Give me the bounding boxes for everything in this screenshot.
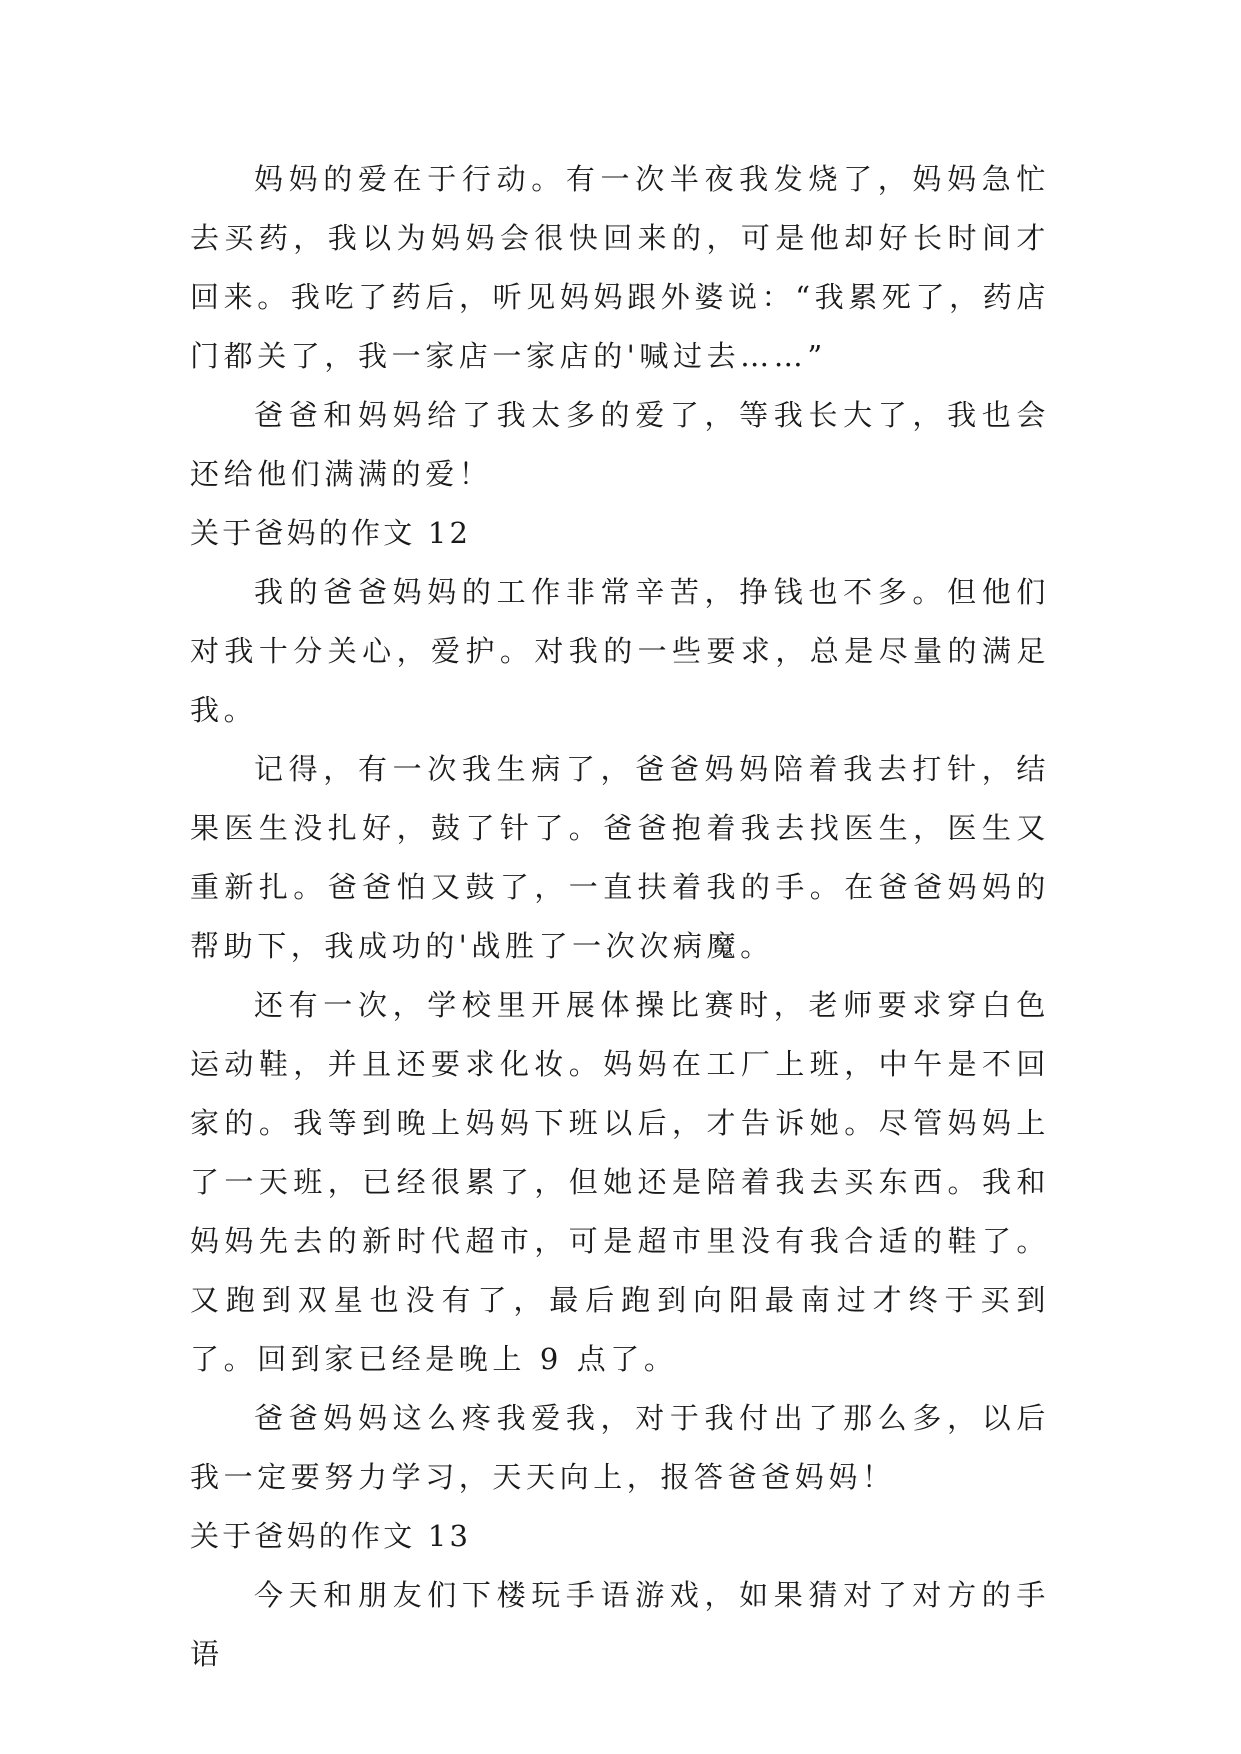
paragraph: 还有一次，学校里开展体操比赛时，老师要求穿白色运动鞋，并且还要求化妆。妈妈在工厂上班，中午是不回家的。我等到晚上妈妈下班以后，才告诉她。尽管妈妈上了一天班，已经很累了，但她还是陪着我去买东西。我和妈妈先去的新时代超市，可是超市里没有我合适的鞋了。又跑到双星也没有了，最后跑到向阳最南过才终于买到了。回到家已经是晚上 9 点了。 (190, 988, 1050, 1376)
paragraph: 记得，有一次我生病了，爸爸妈妈陪着我去打针，结果医生没扎好，鼓了针了。爸爸抱着我去找医生，医生又重新扎。爸爸怕又鼓了，一直扶着我的手。在爸爸妈妈的帮助下，我成功的'战胜了一次次病魔。 (190, 752, 1050, 963)
paragraph: 爸爸和妈妈给了我太多的爱了，等我长大了，我也会还给他们满满的爱！ (190, 398, 1050, 491)
paragraph: 爸爸妈妈这么疼我爱我，对于我付出了那么多，以后我一定要努力学习，天天向上，报答爸爸妈妈！ (190, 1401, 1050, 1494)
paragraph: 今天和朋友们下楼玩手语游戏，如果猜对了对方的手语 (190, 1578, 1050, 1671)
section-heading: 关于爸妈的作文 13 (190, 1519, 472, 1553)
paragraph: 妈妈的爱在于行动。有一次半夜我发烧了，妈妈急忙去买药，我以为妈妈会很快回来的，可是他却好长时间才回来。我吃了药后，听见妈妈跟外婆说：“我累死了，药店门都关了，我一家店一家店的'喊过去……” (190, 162, 1050, 373)
section-heading: 关于爸妈的作文 12 (190, 516, 472, 550)
paragraph: 我的爸爸妈妈的工作非常辛苦，挣钱也不多。但他们对我十分关心，爱护。对我的一些要求，总是尽量的满足我。 (190, 575, 1050, 727)
document-page (190, 150, 1050, 1684)
